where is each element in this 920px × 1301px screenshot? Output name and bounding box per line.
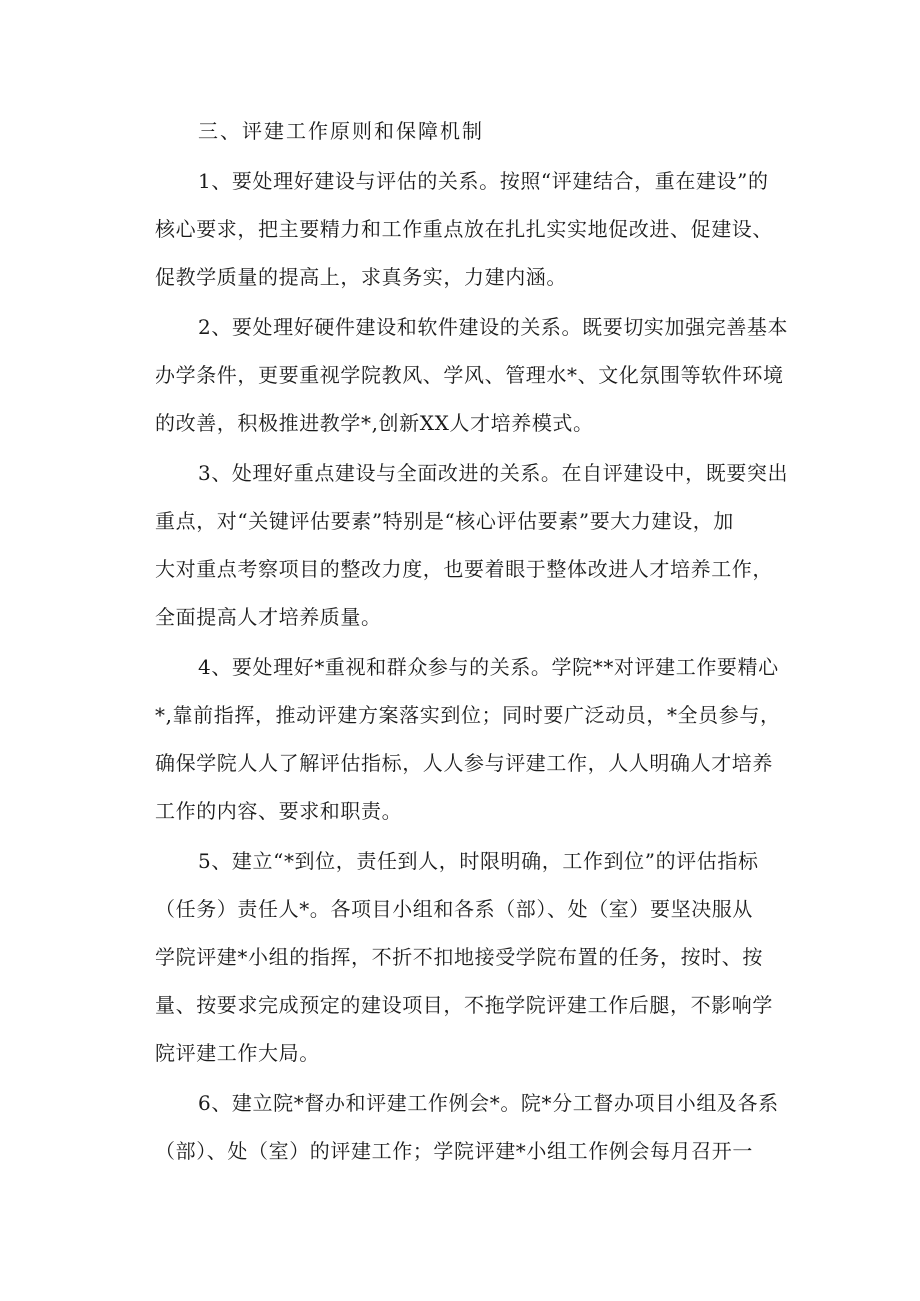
paragraph-4-line-3: 确保学院人人了解评估指标，人人参与评建工作，人人明确人才培养 xyxy=(155,751,773,775)
paragraph-3-line-3: 大对重点考察项目的整改力度，也要着眼于整体改进人才培养工作， xyxy=(155,557,773,581)
paragraph-2-line-3: 的改善，积极推进教学*,创新XX人才培养模式。 xyxy=(155,411,594,435)
paragraph-3-line-4: 全面提高人才培养质量。 xyxy=(155,605,382,629)
paragraph-2-line-2: 办学条件，更要重视学院教风、学风、管理水*、文化氛围等软件环境 xyxy=(155,363,784,387)
paragraph-6-line-2: （部）、处（室）的评建工作；学院评建*小组工作例会每月召开一 xyxy=(155,1139,753,1163)
paragraph-5-line-1: 5、建立“*到位，责任到人，时限明确，工作到位”的评估指标 xyxy=(198,849,759,873)
section-heading: 三、评建工作原则和保障机制 xyxy=(198,119,484,143)
paragraph-4-line-1: 4、要处理好*重视和群众参与的关系。学院**对评建工作要精心 xyxy=(198,655,779,679)
paragraph-3-line-1: 3、处理好重点建设与全面改进的关系。在自评建设中，既要突出 xyxy=(198,461,789,485)
paragraph-4-line-2: *,靠前指挥，推动评建方案落实到位；同时要广泛动员，*全员参与， xyxy=(155,703,781,727)
paragraph-3-line-2: 重点，对“关键评估要素”特别是“核心评估要素”要大力建设，加 xyxy=(155,509,734,533)
paragraph-4-line-4: 工作的内容、要求和职责。 xyxy=(155,799,403,823)
paragraph-1-line-3: 促教学质量的提高上，求真务实，力建内涵。 xyxy=(155,265,567,289)
paragraph-6-line-1: 6、建立院*督办和评建工作例会*。院*分工督办项目小组及各系 xyxy=(198,1091,779,1115)
paragraph-5-line-2: （任务）责任人*。各项目小组和各系（部）、处（室）要坚决服从 xyxy=(155,897,753,921)
paragraph-5-line-4: 量、按要求完成预定的建设项目，不拖学院评建工作后腿，不影响学 xyxy=(155,993,773,1017)
paragraph-5-line-5: 院评建工作大局。 xyxy=(155,1041,320,1065)
paragraph-1-line-2: 核心要求，把主要精力和工作重点放在扎扎实实地促改进、促建设、 xyxy=(155,217,773,241)
paragraph-5-line-3: 学院评建*小组的指挥，不折不扣地接受学院布置的任务，按时、按 xyxy=(155,945,763,969)
paragraph-1-line-1: 1、要处理好建设与评估的关系。按照“评建结合，重在建设”的 xyxy=(198,169,769,193)
paragraph-2-line-1: 2、要处理好硬件建设和软件建设的关系。既要切实加强完善基本 xyxy=(198,315,789,339)
